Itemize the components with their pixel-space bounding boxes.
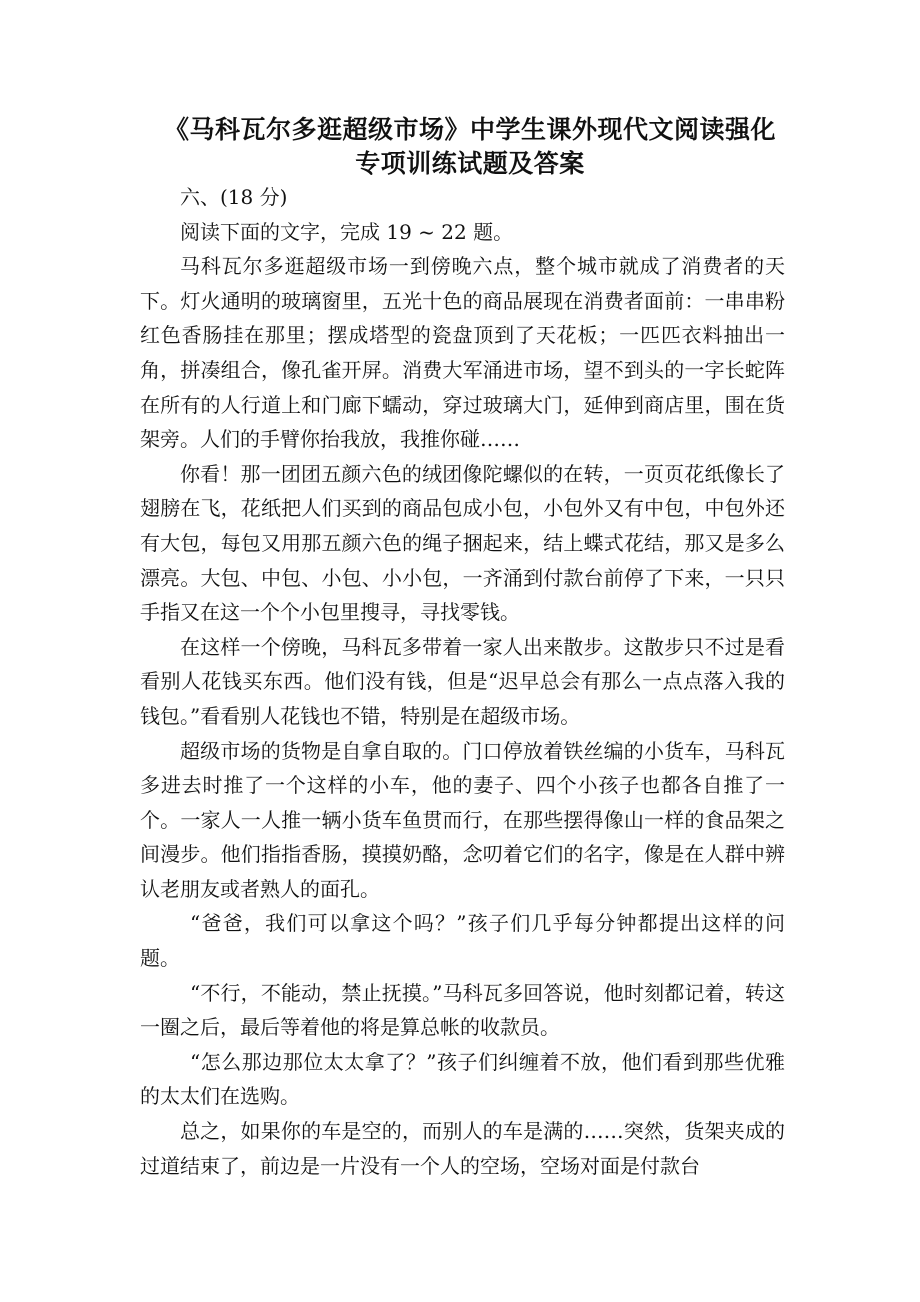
section-heading: 六、(18 分) [180, 185, 288, 209]
paragraph-8: 总之，如果你的车是空的，而别人的车是满的……突然，货架夹成的过道结束了，前边是一片没有一个人的空场，空场对面是付款台 [140, 1119, 785, 1178]
paragraph-7: “怎么那边那位太太拿了？”孩子们纠缠着不放，他们看到那些优雅的太太们在选购。 [140, 1049, 785, 1109]
instruction-text: 阅读下面的文字，完成 19 ~ 22 题。 [180, 219, 514, 244]
document-title-line-1: 《马科瓦尔多逛超级市场》中学生课外现代文阅读强化 [163, 115, 776, 144]
article-body [140, 180, 785, 1183]
paragraph-4: 超级市场的货物是自拿自取的。门口停放着铁丝编的小货车，马科瓦多进去时推了一个这样的小车，他的妻子、四个小孩子也都各自推了一个。一家人一人推一辆小货车鱼贯而行，在那些摆得像山一样的食品架之间漫步。他们指指香肠，摸摸奶酪，念叨着它们的名字，像是在人群中辨认老朋友或者熟人的面孔。 [140, 738, 785, 901]
paragraph-5: “爸爸，我们可以拿这个吗？”孩子们几乎每分钟都提出这样的问题。 [140, 911, 785, 971]
paragraph-3: 在这样一个傍晚，马科瓦多带着一家人出来散步。这散步只不过是看看别人花钱买东西。他们没有钱，但是“迟早总会有那么一点点落入我的钱包。”看看别人花钱也不错，特别是在超级市场。 [140, 634, 785, 728]
document-title-line-2: 专项训练试题及答案 [355, 149, 585, 178]
paragraph-2: 你看！那一团团五颜六色的绒团像陀螺似的在转，一页页花纸像长了翅膀在飞，花纸把人们买到的商品包成小包，小包外又有中包，中包外还有大包，每包又用那五颜六色的绳子捆起来，结上蝶式花结，那又是多么漂亮。大包、中包、小包、小小包，一齐涌到付款台前停了下来，一只只手指又在这一个个小包里搜寻，寻找零钱。 [140, 461, 785, 625]
paragraph-1: 马科瓦尔多逛超级市场一到傍晚六点，整个城市就成了消费者的天下。灯火通明的玻璃窗里，五光十色的商品展现在消费者面前：一串串粉红色香肠挂在那里；摆成塔型的瓷盘顶到了天花板；一匹匹衣料抽出一角，拼凑组合，像孔雀开屏。消费大军涌进市场，望不到头的一字长蛇阵在所有的人行道上和门廊下蠕动，穿过玻璃大门，延伸到商店里，围在货架旁。人们的手臂你抬我放，我推你碰…… [140, 254, 785, 452]
paragraph-6: “不行，不能动，禁止抚摸。”马科瓦多回答说，他时刻都记着，转这一圈之后，最后等着他的将是算总帐的收款员。 [140, 980, 785, 1040]
